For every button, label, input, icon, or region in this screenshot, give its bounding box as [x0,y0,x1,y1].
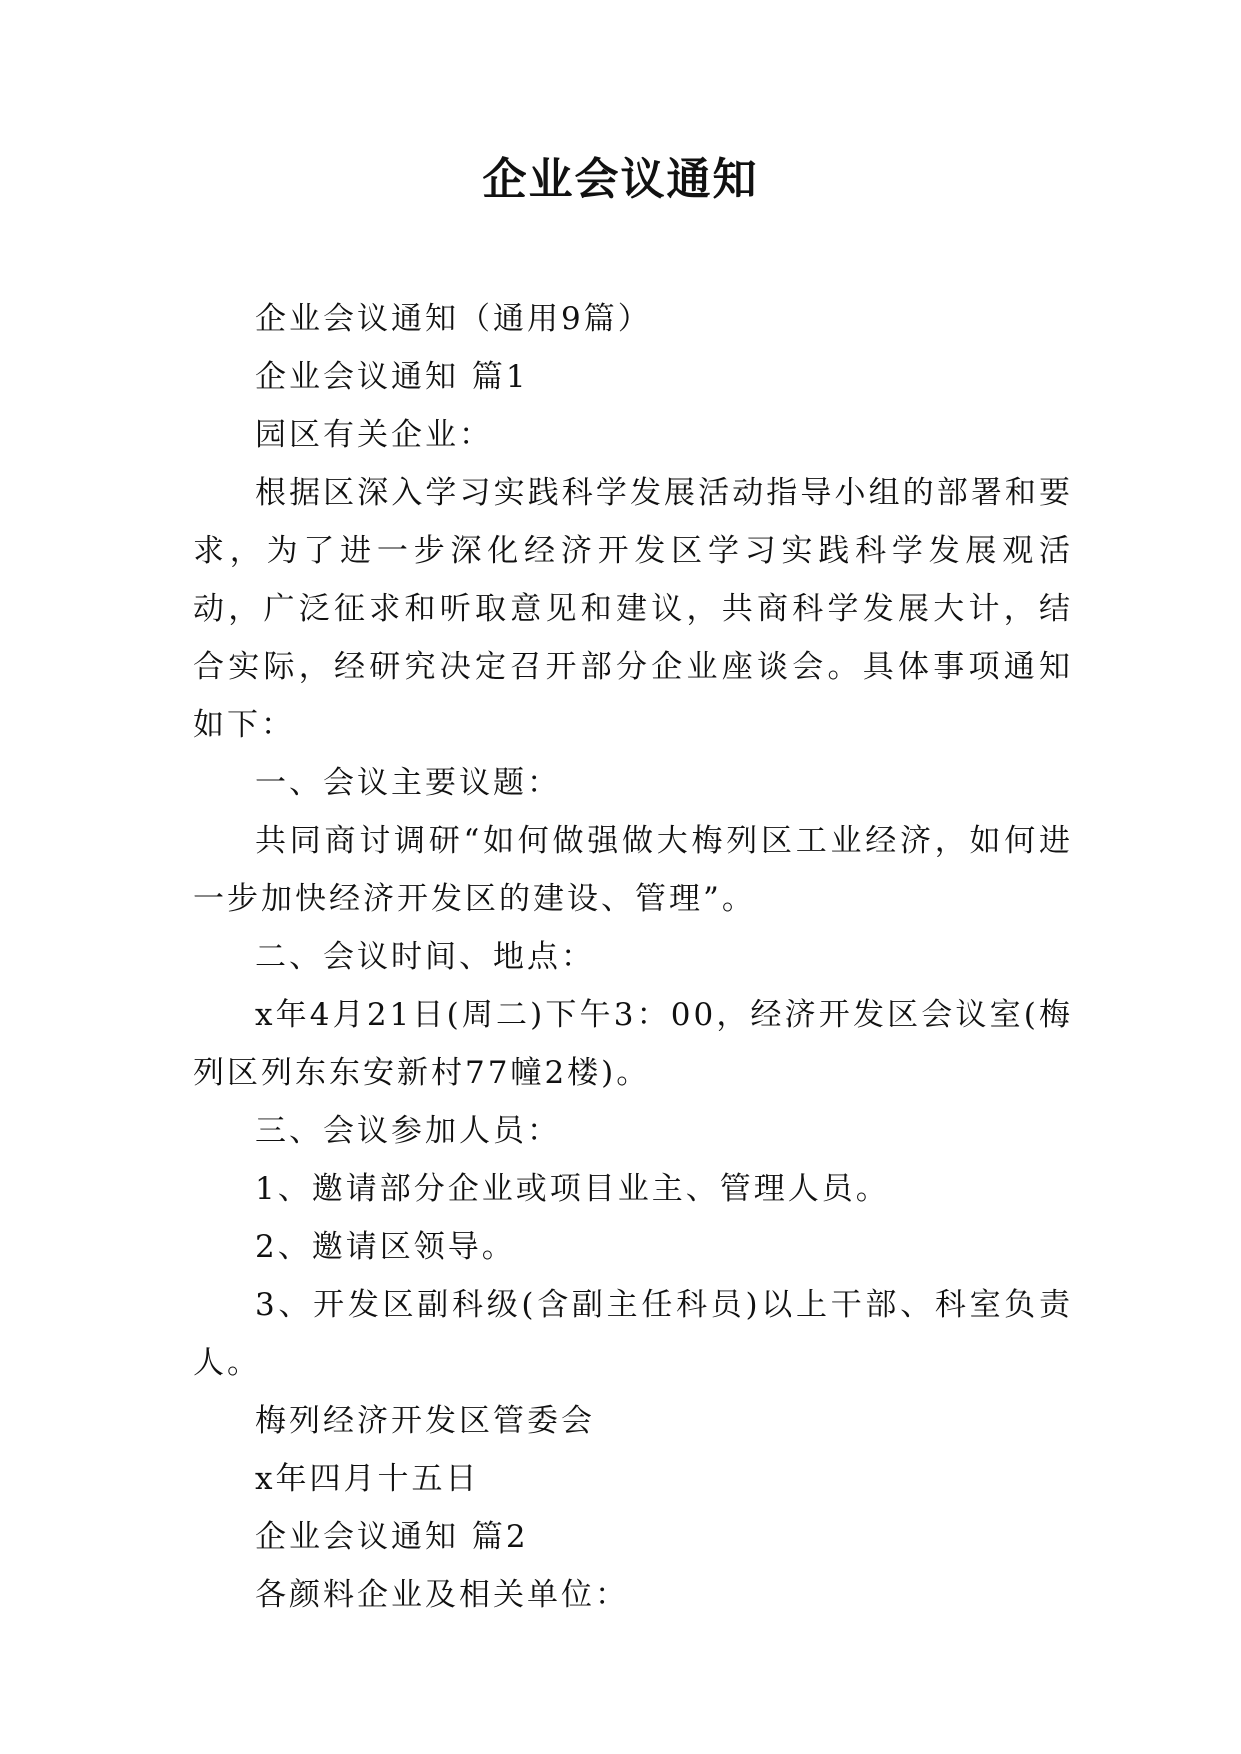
list-item: 3、开发区副科级(含副主任科员)以上干部、科室负责人。 [193,1287,1073,1381]
salutation: 园区有关企业： [255,417,493,453]
signature-org: 梅列经济开发区管委会 [255,1403,595,1439]
section-heading-1: 企业会议通知 篇1 [255,359,529,395]
body-paragraph: 根据区深入学习实践科学发展活动指导小组的部署和要求，为了进一步深化经济开发区学习实践科学发展观活动，广泛征求和听取意见和建议，共商科学发展大计，结合实际，经研究决定召开部分企业座谈会。具体事项通知如下： [193,475,1073,743]
section-heading-2: 企业会议通知 篇2 [255,1519,529,1555]
list-item: 2、邀请区领导。 [255,1229,516,1265]
item-heading: 一、会议主要议题： [255,765,561,801]
item-heading: 二、会议时间、地点： [255,939,595,975]
body-paragraph: x年4月21日(周二)下午3：00，经济开发区会议室(梅列区列东东安新村77幢2楼)。 [193,997,1073,1091]
subtitle-paragraph: 企业会议通知（通用9篇） [255,301,652,337]
signature-date: x年四月十五日 [255,1461,480,1497]
document-title: 企业会议通知 [482,154,759,205]
body-paragraph: 共同商讨调研“如何做强做大梅列区工业经济，如何进一步加快经济开发区的建设、管理”。 [193,823,1073,917]
list-item: 1、邀请部分企业或项目业主、管理人员。 [255,1171,890,1207]
document-body [193,290,1073,1624]
item-heading: 三、会议参加人员： [255,1113,561,1149]
salutation: 各颜料企业及相关单位： [255,1577,629,1613]
